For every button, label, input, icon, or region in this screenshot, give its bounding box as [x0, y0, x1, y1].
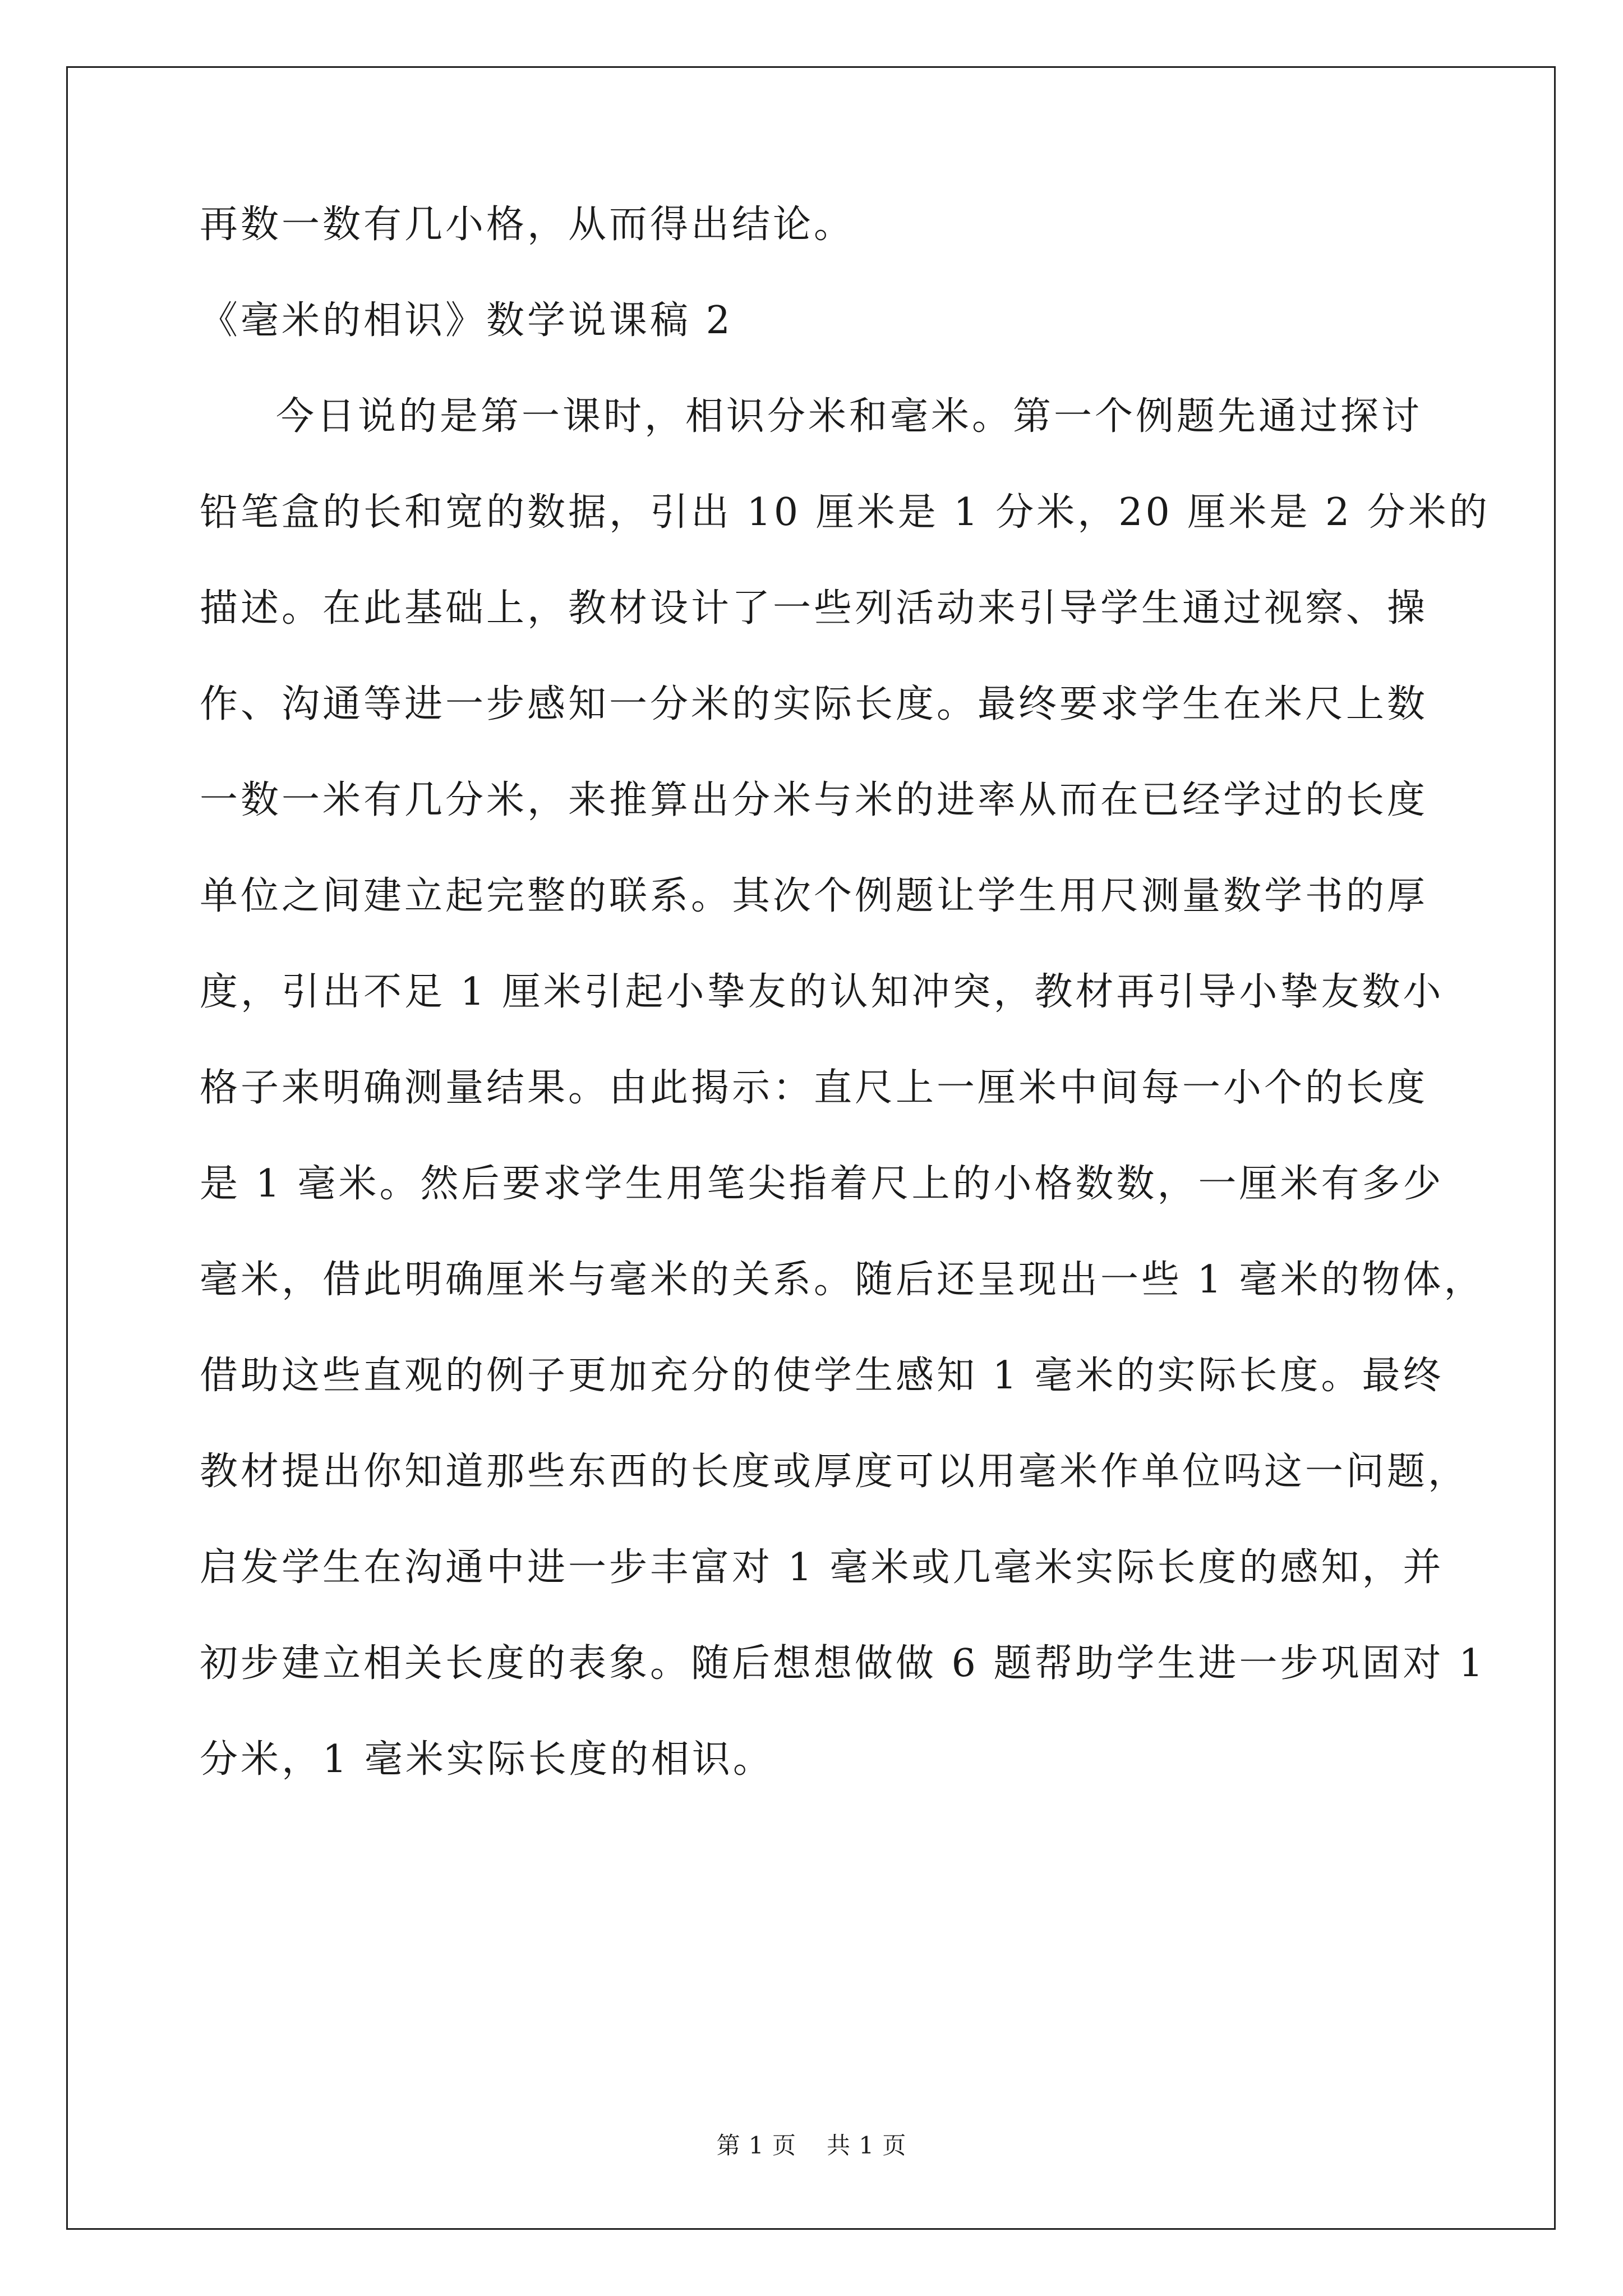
page-number: 第 1 页 [716, 2132, 796, 2159]
text-line: 借助这些直观的例子更加充分的使学生感知 1 毫米的实际长度。最终 [200, 1354, 1444, 1398]
text-line: 再数一数有几小格，从而得出结论。 [200, 203, 855, 247]
text-line: 分米，1 毫米实际长度的相识。 [200, 1737, 774, 1782]
text-line: 度，引出不足 1 厘米引起小挚友的认知冲突，教材再引导小挚友数小 [200, 970, 1444, 1014]
text-line: 教材提出你知道那些东西的长度或厚度可以用毫米作单位吗这一问题， [200, 1450, 1469, 1494]
text-line: 格子来明确测量结果。由此揭示：直尺上一厘米中间每一小个的长度 [200, 1066, 1428, 1110]
section-heading: 《毫米的相识》数学说课稿 2 [200, 298, 733, 343]
text-line: 一数一米有几分米，来推算出分米与米的进率从而在已经学过的长度 [200, 778, 1428, 822]
text-line: 初步建立相关长度的表象。随后想想做做 6 题帮助学生进一步巩固对 1 [200, 1641, 1486, 1686]
text-line: 铅笔盒的长和宽的数据，引出 10 厘米是 1 分米，20 厘米是 2 分米的 [200, 490, 1490, 535]
page-footer [0, 2127, 1623, 2161]
page-frame [66, 66, 1556, 2230]
paragraph-first-line: 今日说的是第一课时，相识分米和毫米。第一个例题先通过探讨 [276, 394, 1423, 439]
text-line: 描述。在此基础上，教材设计了一些列活动来引导学生通过视察、操 [200, 586, 1428, 631]
text-line: 启发学生在沟通中进一步丰富对 1 毫米或几毫米实际长度的感知，并 [200, 1545, 1444, 1590]
text-line: 作、沟通等进一步感知一分米的实际长度。最终要求学生在米尺上数 [200, 682, 1428, 726]
text-line: 单位之间建立起完整的联系。其次个例题让学生用尺测量数学书的厚 [200, 874, 1428, 918]
page-total: 共 1 页 [827, 2132, 907, 2159]
text-line: 是 1 毫米。然后要求学生用笔尖指着尺上的小格数数，一厘米有多少 [200, 1162, 1444, 1206]
text-line: 毫米，借此明确厘米与毫米的关系。随后还呈现出一些 1 毫米的物体， [200, 1258, 1485, 1302]
